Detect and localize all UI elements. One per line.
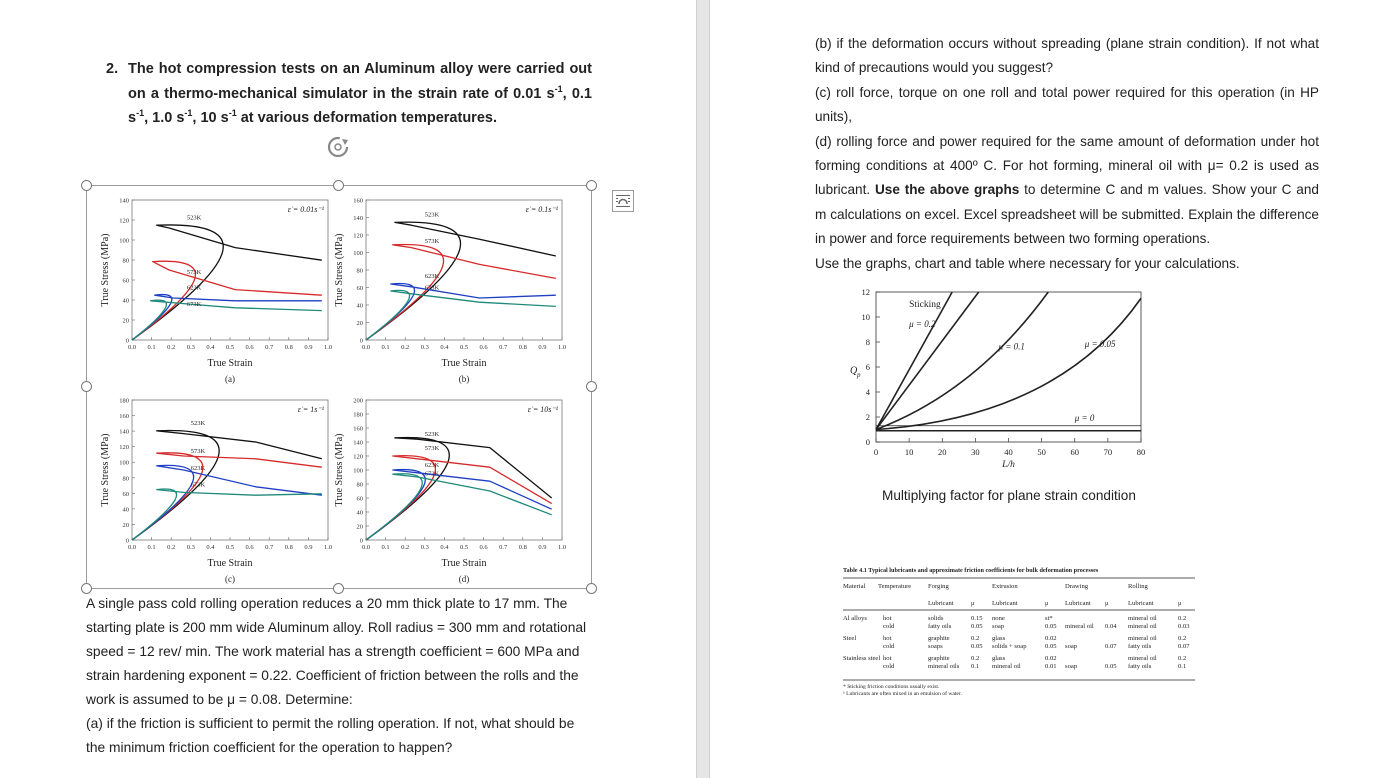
x-tick-label: 60 (1070, 447, 1079, 457)
cell-temp: hot (883, 635, 892, 642)
series-label: 573K (424, 445, 440, 453)
cell-material: Stainless steel (843, 655, 881, 662)
label-mu-0.2: μ = 0.2 (909, 319, 936, 329)
series-label: 673K (424, 284, 440, 292)
friction-curve (876, 298, 1141, 429)
cell-mu: 0.05 (971, 643, 983, 650)
y-tick-label: 80 (356, 481, 363, 489)
series-label: 573K (186, 269, 202, 276)
y-tick-label: 40 (356, 509, 363, 517)
flow-stress-figure (94, 188, 584, 588)
cell-mu: 0.07 (1178, 643, 1190, 650)
rotate-handle-icon[interactable] (325, 134, 351, 160)
y-tick-label: 20 (356, 320, 363, 327)
flow-chart-c (100, 398, 332, 585)
header-mu: μ (971, 600, 975, 607)
y-tick-label: 20 (122, 521, 129, 529)
x-axis-label: True Strain (441, 558, 487, 569)
header-mu: μ (1105, 600, 1109, 607)
x-tick-label: 80 (1136, 447, 1146, 457)
y-tick-label: 120 (353, 232, 363, 240)
cell-lubricant: mineral oil (1128, 635, 1157, 642)
y-tick-label: 0 (865, 437, 870, 447)
table-note: ᵇ Lubricants are often mixed in an emulsion of water. (843, 691, 962, 697)
y-tick-label: 120 (119, 444, 129, 452)
right-page-text (815, 32, 1319, 276)
y-tick-label: 60 (356, 285, 363, 292)
x-tick-label: 0.4 (440, 344, 449, 351)
cell-lubricant: solids + soap (992, 643, 1027, 650)
y-tick-label: 10 (861, 312, 870, 322)
cell-mu: 0.1 (971, 663, 980, 670)
cell-lubricant: fatty oils (928, 623, 952, 630)
cell-mu: 0.2 (1178, 655, 1187, 662)
layout-options-button[interactable] (612, 190, 634, 212)
header-extrusion: Extrusion (992, 583, 1018, 590)
cell-mu: 0.01 (1045, 663, 1057, 670)
cell-lubricant: soaps (928, 643, 943, 650)
panel-caption: (a) (225, 374, 235, 384)
y-tick-label: 180 (119, 397, 129, 405)
strain-rate-label: ε̇ = 1s⁻¹ (297, 405, 324, 414)
x-tick-label: 0.8 (518, 544, 527, 551)
y-tick-label: 6 (865, 362, 870, 372)
x-tick-label: 1.0 (323, 344, 333, 351)
x-tick-label: 50 (1037, 447, 1046, 457)
panel-caption: (d) (458, 574, 470, 584)
x-tick-label: 0.3 (186, 544, 195, 551)
y-tick-label: 12 (861, 287, 870, 297)
y-tick-label: 60 (122, 277, 129, 285)
x-tick-label: 0.6 (245, 544, 254, 551)
y-tick-label: 40 (122, 506, 129, 514)
question-number: 2. (106, 61, 119, 77)
series-label: 523K (424, 431, 440, 439)
x-axis-label: L/h (1002, 460, 1015, 470)
header-lubricant: Lubricant (1128, 600, 1154, 607)
layout-options-icon (613, 191, 633, 211)
x-tick-label: 0.1 (147, 544, 156, 551)
x-tick-label: 0.8 (284, 544, 293, 551)
y-tick-label: 0 (359, 337, 363, 345)
cell-lubricant: soap (1065, 643, 1078, 650)
cell-lubricant: mineral oil (1128, 623, 1157, 630)
y-tick-label: 60 (356, 495, 363, 503)
resize-handle-top-left[interactable] (81, 180, 92, 191)
x-tick-label: 0.5 (459, 344, 469, 351)
y-axis-label: Q (850, 365, 858, 377)
label-mu-0.1: μ = 0.1 (998, 341, 1025, 352)
x-tick-label: 0.1 (381, 544, 390, 551)
x-tick-label: 0.9 (538, 544, 547, 551)
y-tick-label: 20 (122, 317, 129, 325)
header-rolling: Rolling (1128, 583, 1148, 590)
y-tick-label: 40 (122, 297, 129, 305)
strain-rate-label: ε̇ = 10s⁻¹ (527, 405, 558, 414)
x-tick-label: 0.7 (265, 344, 274, 351)
x-tick-label: 0 (873, 447, 879, 457)
cell-mu: 0.2 (971, 655, 980, 662)
resize-handle-right[interactable] (586, 381, 597, 392)
y-tick-label: 80 (356, 267, 363, 275)
cell-lubricant: mineral oils (928, 663, 960, 670)
y-tick-label: 8 (865, 337, 870, 347)
x-tick-label: 40 (1004, 447, 1013, 457)
cell-lubricant: glass (992, 655, 1006, 662)
x-tick-label: 1.0 (323, 544, 333, 551)
y-tick-label: 160 (353, 197, 363, 205)
friction-curve (876, 292, 1048, 430)
strain-rate-label: ε̇ = 0.1s⁻¹ (525, 205, 558, 214)
x-tick-label: 30 (971, 447, 980, 457)
x-tick-label: 1.0 (557, 344, 567, 351)
y-axis-label-sub: p (857, 371, 861, 379)
header-drawing: Drawing (1065, 583, 1089, 590)
cell-mu: 0.05 (971, 623, 983, 630)
header-forging: Forging (928, 583, 949, 590)
y-axis-label: True Stress (MPa) (334, 433, 345, 507)
label-sticking: Sticking (909, 300, 941, 310)
cell-mu: 0.05 (1045, 643, 1057, 650)
y-tick-label: 180 (353, 411, 363, 419)
series-label: 673K (190, 481, 206, 489)
part-b: (b) if the deformation occurs without spreading (plane strain condition). If not what kind of precautions would you suggest? (815, 36, 1319, 76)
header-lubricant: Lubricant (992, 600, 1018, 607)
header-mu: μ (1178, 600, 1182, 607)
x-tick-label: 1.0 (557, 544, 567, 551)
x-tick-label: 0.6 (479, 344, 488, 351)
header-temperature: Temperature (878, 583, 912, 590)
y-tick-label: 100 (353, 467, 363, 475)
cell-mu: 0.07 (1105, 643, 1117, 650)
y-axis-label: True Stress (MPa) (100, 233, 111, 307)
series-label: 623K (190, 464, 206, 472)
y-tick-label: 4 (865, 387, 870, 397)
problem-paragraph: A single pass cold rolling operation reduces a 20 mm thick plate to 17 mm. The starting plate is 200 mm wide Aluminum alloy. Roll radius = 300 mm and rotational speed = 12 rev/ min. The work material has a strength coefficient = 600 MPa and strain hardening exponent = 0.22. Coefficient of friction between the rolls and the work is assumed to be μ = 0.08. Determine: (a) if the friction is sufficient to permit the rolling operation. If not, what should be the minimum friction coefficient for the operation to happen? (86, 596, 587, 755)
resize-handle-left[interactable] (81, 381, 92, 392)
x-tick-label: 0.6 (245, 344, 254, 351)
cell-lubricant: mineral oil (1128, 655, 1157, 662)
label-mu-0.05: μ = 0.05 (1084, 339, 1116, 349)
flow-chart-b (334, 198, 566, 385)
friction-curve (876, 292, 952, 430)
use-graphs-note: Use the graphs, chart and table where necessary for your calculations. (815, 255, 1240, 271)
y-tick-label: 2 (865, 412, 870, 422)
flow-chart-d (334, 398, 566, 585)
x-tick-label: 0.0 (361, 344, 371, 351)
x-tick-label: 0.5 (225, 544, 235, 551)
plot-area (132, 400, 328, 540)
series-label: 623K (186, 284, 202, 292)
header-lubricant: Lubricant (928, 600, 954, 607)
part-c: (c) roll force, torque on one roll and total power required for this operation (in HP units), (815, 84, 1319, 125)
x-tick-label: 20 (938, 447, 947, 457)
y-tick-label: 20 (356, 523, 363, 531)
y-tick-label: 100 (119, 459, 129, 467)
strain-rate-label: ε̇ = 0.01s⁻¹ (287, 205, 324, 214)
x-tick-label: 0.7 (499, 344, 508, 351)
y-tick-label: 100 (353, 250, 363, 257)
x-tick-label: 0.5 (225, 344, 235, 351)
x-tick-label: 0.9 (304, 344, 313, 351)
y-tick-label: 100 (119, 237, 129, 245)
cell-mu: 0.15 (971, 615, 983, 622)
series-label: 673K (424, 470, 440, 478)
table-note: * Sticking friction conditions usually exist. (843, 684, 940, 690)
x-tick-label: 0.1 (147, 344, 156, 351)
y-tick-label: 160 (353, 425, 363, 433)
x-tick-label: 0.1 (381, 344, 390, 351)
x-tick-label: 0.2 (167, 544, 176, 551)
series-label: 523K (424, 211, 440, 219)
resize-handle-top-right[interactable] (586, 180, 597, 191)
plot-area (132, 200, 328, 340)
cell-material: Al alloys (843, 615, 867, 622)
plane-strain-chart (836, 280, 1176, 480)
lubricant-table (840, 562, 1200, 702)
y-tick-label: 140 (353, 215, 363, 222)
cell-temp: hot (883, 615, 892, 622)
y-axis-label: True Stress (MPa) (334, 233, 345, 307)
plot-frame (876, 292, 1141, 442)
x-tick-label: 0.3 (420, 544, 429, 551)
cell-temp: cold (883, 623, 895, 630)
header-material: Material (843, 583, 866, 590)
cell-lubricant: graphite (928, 635, 950, 642)
y-tick-label: 60 (122, 490, 129, 498)
x-tick-label: 0.8 (518, 344, 527, 351)
x-axis-label: True Strain (207, 358, 253, 369)
y-tick-label: 160 (119, 413, 129, 421)
y-tick-label: 0 (125, 337, 129, 345)
series-label: 623K (424, 462, 440, 469)
x-tick-label: 0.4 (440, 544, 449, 551)
page-gutter (696, 0, 710, 778)
cell-lubricant: soap (992, 623, 1005, 630)
x-tick-label: 0.7 (265, 544, 274, 551)
x-tick-label: 0.4 (206, 544, 215, 551)
x-tick-label: 0.6 (479, 544, 488, 551)
cell-lubricant: mineral oil (1065, 623, 1094, 630)
cell-lubricant: solids (928, 615, 944, 622)
cell-material: Steel (843, 635, 857, 642)
panel-caption: (c) (225, 574, 235, 584)
panel-caption: (b) (458, 374, 470, 384)
cell-mu: st* (1045, 615, 1053, 622)
cell-mu: 0.2 (971, 635, 980, 642)
cell-mu: 0.1 (1178, 663, 1187, 670)
y-tick-label: 40 (356, 302, 363, 310)
x-tick-label: 0.5 (459, 544, 469, 551)
cell-mu: 0.2 (1178, 615, 1187, 622)
x-tick-label: 0.9 (304, 544, 313, 551)
series-label: 523K (190, 420, 206, 427)
cell-temp: cold (883, 643, 895, 650)
cell-mu: 0.04 (1105, 623, 1117, 630)
y-tick-label: 0 (359, 537, 363, 545)
cell-lubricant: graphite (928, 655, 950, 662)
series-label: 573K (190, 448, 206, 455)
cell-mu: 0.05 (1045, 623, 1057, 630)
question-2 (106, 60, 592, 128)
x-tick-label: 0.9 (538, 344, 547, 351)
series-label: 573K (424, 238, 440, 246)
cell-lubricant: fatty oils (1128, 643, 1152, 650)
x-axis-label: True Strain (441, 358, 487, 369)
y-tick-label: 200 (353, 397, 363, 405)
x-tick-label: 0.2 (401, 344, 410, 351)
y-tick-label: 120 (119, 217, 129, 225)
table-title: Table 4.1 Typical lubricants and approximate friction coefficients for bulk deformation processes (843, 567, 1099, 574)
cell-lubricant: glass (992, 635, 1006, 642)
part-d: (d) rolling force and power required for the same amount of deformation under hot forming conditions at 400º C. For hot forming, mineral oil with μ= 0.2 is used as lubricant. Use the above graphs to determine C and m values. Show your C and m calculations on excel. Excel spreadsheet will be submitted. Explain the difference in power and force requirements between two forming operations. (815, 133, 1319, 247)
flow-chart-a (100, 198, 332, 385)
y-tick-label: 140 (353, 439, 363, 447)
x-tick-label: 0.2 (401, 544, 410, 551)
y-tick-label: 140 (119, 197, 129, 205)
cell-temp: hot (883, 655, 892, 662)
header-mu: μ (1045, 600, 1049, 607)
x-tick-label: 70 (1103, 447, 1113, 457)
y-tick-label: 140 (119, 428, 129, 436)
x-tick-label: 0.0 (361, 544, 371, 551)
cell-lubricant: mineral oil (992, 663, 1021, 670)
cell-mu: 0.03 (1178, 623, 1190, 630)
plane-strain-caption: Multiplying factor for plane strain condition (882, 488, 1136, 503)
cell-lubricant: mineral oil (1128, 615, 1157, 622)
friction-curve (876, 292, 979, 430)
cell-temp: cold (883, 663, 895, 670)
x-axis-label: True Strain (207, 558, 253, 569)
x-tick-label: 0.3 (420, 344, 429, 351)
y-tick-label: 0 (125, 537, 129, 545)
x-tick-label: 0.4 (206, 344, 215, 351)
header-lubricant: Lubricant (1065, 600, 1091, 607)
series-label: 673K (186, 301, 202, 309)
y-tick-label: 80 (122, 475, 129, 483)
x-tick-label: 0.0 (127, 544, 137, 551)
x-tick-label: 0.3 (186, 344, 195, 351)
cell-lubricant: soap (1065, 663, 1078, 670)
cell-lubricant: none (992, 615, 1005, 622)
cell-mu: 0.02 (1045, 635, 1057, 642)
cell-mu: 0.02 (1045, 655, 1057, 662)
y-tick-label: 120 (353, 453, 363, 461)
series-label: 523K (186, 214, 202, 222)
label-mu-0: μ = 0 (1074, 412, 1095, 423)
question-text: The hot compression tests on an Aluminum alloy were carried out on a thermo-mechanical simulator in the strain rate of 0.01 $s^{-1}$, 0.1 $s^{-1}$, 1.0 $s^{-1}$, 10 $s^{-1}$ at various deformation temperatures. (128, 61, 593, 126)
cell-lubricant: fatty oils (1128, 663, 1152, 670)
cell-mu: 0.2 (1178, 635, 1187, 642)
x-tick-label: 0.2 (167, 344, 176, 351)
x-tick-label: 0.7 (499, 544, 508, 551)
x-tick-label: 10 (904, 447, 914, 457)
series-label: 623K (424, 273, 440, 281)
y-tick-label: 80 (122, 257, 129, 265)
cell-mu: 0.05 (1105, 663, 1117, 670)
x-tick-label: 0.0 (127, 344, 137, 351)
y-axis-label: True Stress (MPa) (100, 433, 111, 507)
x-tick-label: 0.8 (284, 344, 293, 351)
